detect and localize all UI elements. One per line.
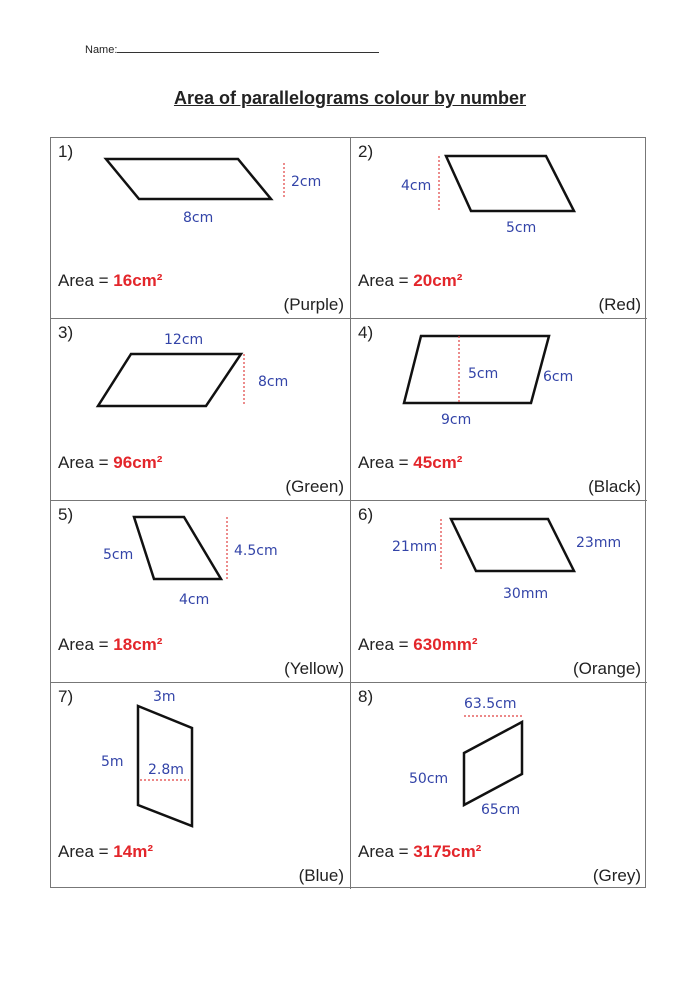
area-answer [358, 271, 462, 291]
question-cell [351, 501, 647, 683]
dimension-label: 23mm [576, 535, 622, 551]
question-number: 4) [358, 323, 374, 342]
colour-label: (Yellow) [284, 659, 344, 678]
question-number: 5) [58, 505, 74, 524]
title-text: Area of parallelograms colour by number [173, 88, 527, 108]
area-value: 16cm² [113, 271, 163, 290]
area-answer [58, 635, 162, 655]
parallelogram-diagram [51, 683, 347, 833]
area-value: 96cm² [113, 453, 163, 472]
dimension-label: 65cm [481, 802, 521, 818]
dimension-label: 4.5cm [234, 543, 278, 559]
area-label: Area = [358, 635, 414, 654]
area-answer [58, 453, 162, 473]
question-number: 6) [358, 505, 374, 524]
parallelogram-shape [446, 156, 574, 211]
name-field[interactable] [85, 42, 379, 56]
colour-label: (Black) [588, 477, 641, 496]
parallelogram-shape [134, 517, 221, 579]
parallelogram-shape [464, 722, 522, 805]
question-number: 2) [358, 142, 374, 161]
colour-label: (Blue) [298, 866, 344, 885]
parallelogram-shape [451, 519, 574, 571]
colour-label: (Green) [285, 477, 344, 496]
parallelogram-diagram [351, 683, 647, 833]
question-cell [51, 138, 351, 319]
dimension-label: 5cm [506, 220, 537, 236]
dimension-label: 4cm [179, 592, 210, 608]
area-label: Area = [358, 842, 414, 861]
dimension-label: 5m [101, 754, 124, 770]
colour-label: (Purple) [283, 295, 344, 314]
dimension-label: 63.5cm [464, 696, 517, 712]
dimension-label: 21mm [392, 539, 438, 555]
dimension-label: 6cm [543, 369, 574, 385]
colour-label: (Orange) [572, 659, 641, 678]
area-answer [358, 635, 478, 655]
question-cell [51, 683, 351, 889]
name-line[interactable] [117, 42, 379, 53]
name-label: Name: [85, 44, 118, 56]
question-number: 8) [358, 687, 374, 706]
page-title [0, 88, 700, 109]
question-cell [51, 319, 351, 501]
area-label: Area = [58, 271, 114, 290]
question-number: 3) [58, 323, 74, 342]
area-value: 14m² [113, 842, 153, 861]
question-number: 7) [58, 687, 74, 706]
area-value: 18cm² [113, 635, 163, 654]
area-label: Area = [358, 271, 414, 290]
area-answer [358, 453, 462, 473]
parallelogram-diagram [351, 501, 647, 651]
dimension-label: 12cm [164, 332, 204, 348]
colour-label: (Red) [598, 295, 641, 314]
area-value: 45cm² [413, 453, 463, 472]
area-answer [58, 271, 162, 291]
area-answer [358, 842, 481, 862]
area-value: 630mm² [413, 635, 478, 654]
dimension-label: 3m [153, 689, 176, 705]
question-cell [351, 683, 647, 889]
dimension-label: 5cm [468, 366, 499, 382]
dimension-label: 9cm [441, 412, 472, 428]
colour-label: (Grey) [592, 866, 641, 885]
dimension-label: 4cm [401, 178, 432, 194]
dimension-label: 2.8m [148, 762, 184, 778]
area-label: Area = [58, 635, 114, 654]
area-label: Area = [58, 842, 114, 861]
parallelogram-diagram [51, 138, 347, 288]
area-value: 20cm² [413, 271, 463, 290]
parallelogram-diagram [51, 319, 347, 469]
dimension-label: 8cm [183, 210, 214, 226]
parallelogram-shape [98, 354, 241, 406]
area-value: 3175cm² [413, 842, 482, 861]
question-cell [351, 138, 647, 319]
area-label: Area = [58, 453, 114, 472]
parallelogram-diagram [351, 319, 647, 469]
dimension-label: 30mm [503, 586, 549, 602]
dimension-label: 50cm [409, 771, 449, 787]
dimension-label: 8cm [258, 374, 289, 390]
parallelogram-shape [106, 159, 271, 199]
area-label: Area = [358, 453, 414, 472]
parallelogram-diagram [51, 501, 347, 651]
question-cell [351, 319, 647, 501]
parallelogram-diagram [351, 138, 647, 288]
dimension-label: 5cm [103, 547, 134, 563]
questions-grid [50, 137, 646, 888]
dimension-label: 2cm [291, 174, 322, 190]
question-cell [51, 501, 351, 683]
question-number: 1) [58, 142, 74, 161]
area-answer [58, 842, 153, 862]
